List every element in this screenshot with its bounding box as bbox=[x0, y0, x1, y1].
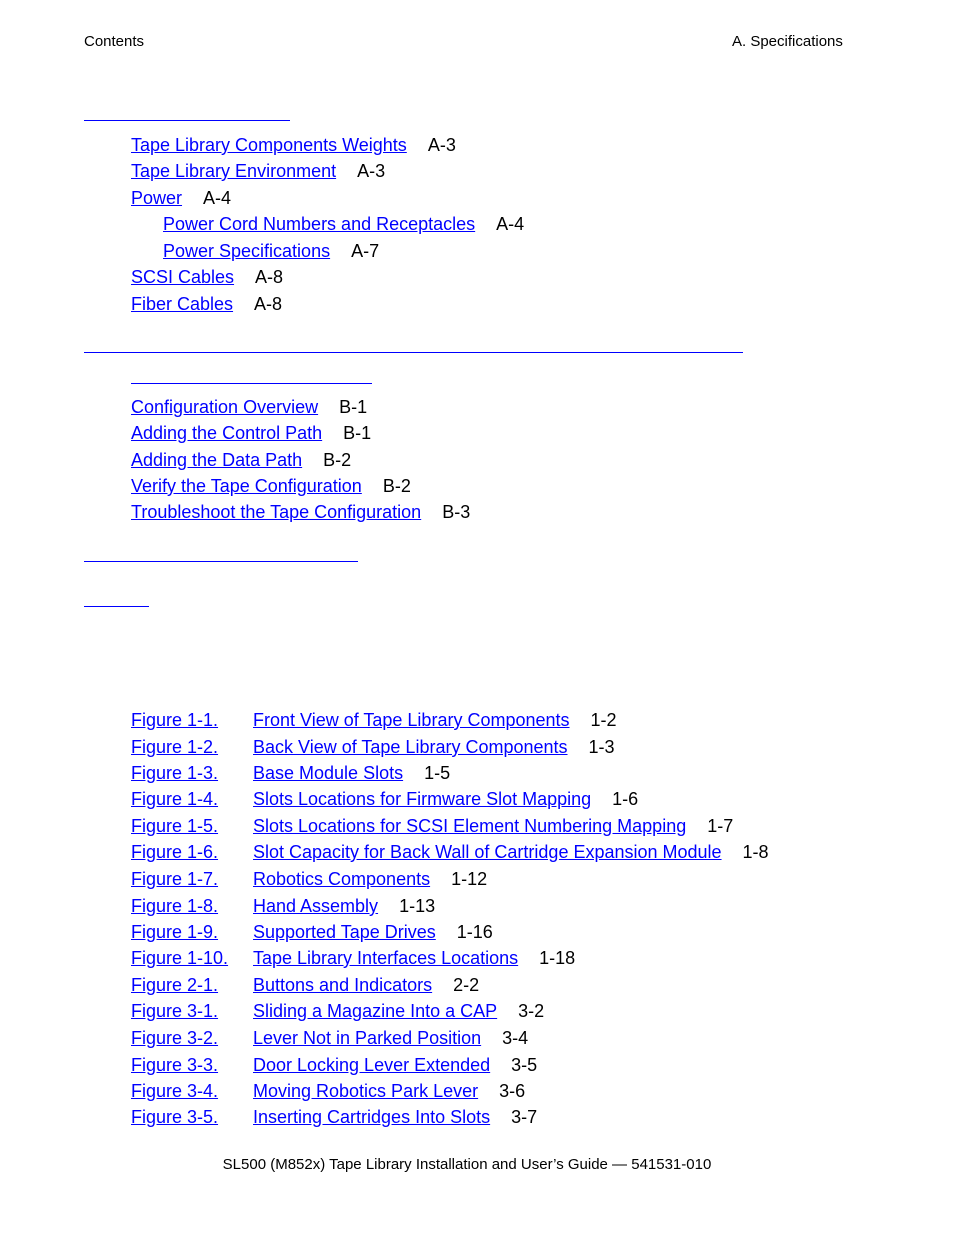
toc-entry-page: B-2 bbox=[323, 450, 352, 470]
toc-entry bbox=[131, 449, 351, 471]
toc-entry-page: A-7 bbox=[351, 241, 380, 261]
figure-page: 3-2 bbox=[518, 1001, 545, 1021]
figure-title-link[interactable]: Inserting Cartridges Into Slots bbox=[253, 1107, 491, 1127]
page-footer: SL500 (M852x) Tape Library Installation and User’s Guide — 541531-010 bbox=[222, 1156, 712, 1173]
figure-title bbox=[253, 947, 575, 969]
figure-number-link[interactable]: Figure 2-1. bbox=[131, 975, 219, 995]
toc-entry bbox=[131, 266, 283, 288]
toc-entry-page: A-4 bbox=[203, 188, 232, 208]
figure-title bbox=[253, 815, 733, 837]
toc-entry bbox=[131, 501, 470, 523]
figure-number-link[interactable]: Figure 3-3. bbox=[131, 1055, 219, 1075]
toc-entry-link[interactable]: Tape Library Components Weights bbox=[131, 135, 407, 155]
toc-entry-link[interactable]: Verify the Tape Configuration bbox=[131, 476, 362, 496]
figure-page: 3-4 bbox=[502, 1028, 529, 1048]
figure-page: 2-2 bbox=[453, 975, 480, 995]
figure-number-link[interactable]: Figure 3-5. bbox=[131, 1107, 219, 1127]
toc-entry-page: B-2 bbox=[382, 476, 411, 496]
figure-number-link[interactable]: Figure 1-8. bbox=[131, 896, 219, 916]
figure-title bbox=[253, 974, 479, 996]
toc-entry bbox=[131, 187, 231, 209]
toc-entry bbox=[163, 213, 524, 235]
figure-page: 1-13 bbox=[399, 896, 436, 916]
figure-number-link[interactable]: Figure 1-5. bbox=[131, 816, 219, 836]
running-header-left: Contents bbox=[84, 33, 145, 50]
toc-entry bbox=[131, 475, 411, 497]
figure-number-link[interactable]: Figure 3-2. bbox=[131, 1028, 219, 1048]
figure-title-link[interactable]: Lever Not in Parked Position bbox=[253, 1028, 482, 1048]
figure-title-link[interactable]: Robotics Components bbox=[253, 869, 431, 889]
figure-title-link[interactable]: Tape Library Interfaces Locations bbox=[253, 948, 519, 968]
figure-page: 1-7 bbox=[707, 816, 734, 836]
toc-entry-page: A-8 bbox=[255, 267, 284, 287]
figure-title-link[interactable]: Moving Robotics Park Lever bbox=[253, 1081, 479, 1101]
figure-page: 3-7 bbox=[511, 1107, 538, 1127]
toc-entry-page: A-3 bbox=[427, 135, 456, 155]
toc-entry-link[interactable]: Adding the Control Path bbox=[131, 423, 323, 443]
figure-page: 1-2 bbox=[590, 710, 617, 730]
toc-entry-page: B-1 bbox=[343, 423, 372, 443]
toc-entry-page: A-4 bbox=[496, 214, 525, 234]
figure-title-link[interactable]: Buttons and Indicators bbox=[253, 975, 433, 995]
toc-entry bbox=[131, 134, 456, 156]
toc-link-rule[interactable] bbox=[84, 606, 149, 607]
figure-page: 1-12 bbox=[451, 869, 488, 889]
toc-entry-link[interactable]: Troubleshoot the Tape Configuration bbox=[131, 502, 422, 522]
toc-entry-link[interactable]: Tape Library Environment bbox=[131, 161, 337, 181]
toc-entry bbox=[131, 396, 367, 418]
figure-title bbox=[253, 788, 638, 810]
figure-title bbox=[253, 841, 769, 863]
figure-title-link[interactable]: Door Locking Lever Extended bbox=[253, 1055, 491, 1075]
figure-title-link[interactable]: Slots Locations for SCSI Element Numbering Mapping bbox=[253, 816, 687, 836]
toc-entry bbox=[131, 422, 371, 444]
figure-title bbox=[253, 895, 435, 917]
figure-number-link[interactable]: Figure 1-6. bbox=[131, 842, 219, 862]
figure-number-link[interactable]: Figure 1-2. bbox=[131, 737, 219, 757]
figure-title bbox=[253, 1080, 525, 1102]
figure-title-link[interactable]: Base Module Slots bbox=[253, 763, 404, 783]
figure-number-link[interactable]: Figure 1-7. bbox=[131, 869, 219, 889]
toc-entry-link[interactable]: Fiber Cables bbox=[131, 294, 234, 314]
figure-title-link[interactable]: Supported Tape Drives bbox=[253, 922, 436, 942]
figure-title bbox=[253, 1027, 528, 1049]
toc-link-rule[interactable] bbox=[84, 352, 743, 353]
toc-link-rule[interactable] bbox=[131, 383, 372, 384]
figure-page: 3-5 bbox=[511, 1055, 538, 1075]
toc-link-rule[interactable] bbox=[84, 120, 290, 121]
toc-entry-page: A-8 bbox=[254, 294, 283, 314]
toc-entry bbox=[131, 293, 282, 315]
toc-entry-link[interactable]: Power Cord Numbers and Receptacles bbox=[163, 214, 476, 234]
toc-entry-link[interactable]: Configuration Overview bbox=[131, 397, 319, 417]
figure-title bbox=[253, 1054, 537, 1076]
figure-page: 1-6 bbox=[612, 789, 639, 809]
toc-entry bbox=[163, 240, 379, 262]
running-header-right: A. Specifications bbox=[732, 33, 843, 50]
figure-number-link[interactable]: Figure 1-9. bbox=[131, 922, 219, 942]
figure-title-link[interactable]: Hand Assembly bbox=[253, 896, 379, 916]
figure-title bbox=[253, 1000, 544, 1022]
figure-number-link[interactable]: Figure 1-10. bbox=[131, 948, 229, 968]
figure-page: 1-3 bbox=[588, 737, 615, 757]
figure-page: 1-8 bbox=[742, 842, 769, 862]
figure-page: 1-18 bbox=[539, 948, 576, 968]
figure-title bbox=[253, 762, 450, 784]
figure-title-link[interactable]: Sliding a Magazine Into a CAP bbox=[253, 1001, 498, 1021]
figure-title-link[interactable]: Slot Capacity for Back Wall of Cartridge Expansion Module bbox=[253, 842, 722, 862]
figure-number-link[interactable]: Figure 3-4. bbox=[131, 1081, 219, 1101]
figure-title-link[interactable]: Slots Locations for Firmware Slot Mapping bbox=[253, 789, 592, 809]
figure-title bbox=[253, 709, 617, 731]
toc-entry bbox=[131, 160, 385, 182]
figure-title bbox=[253, 868, 487, 890]
figure-page: 1-5 bbox=[424, 763, 451, 783]
toc-entry-link[interactable]: Power bbox=[131, 188, 183, 208]
toc-entry-link[interactable]: SCSI Cables bbox=[131, 267, 235, 287]
figure-page: 3-6 bbox=[499, 1081, 526, 1101]
toc-link-rule[interactable] bbox=[84, 561, 358, 562]
figure-title bbox=[253, 1106, 537, 1128]
toc-entry-page: B-3 bbox=[442, 502, 471, 522]
figure-title-link[interactable]: Front View of Tape Library Components bbox=[253, 710, 570, 730]
toc-entry-page: B-1 bbox=[339, 397, 368, 417]
toc-entry-link[interactable]: Power Specifications bbox=[163, 241, 331, 261]
figure-title bbox=[253, 736, 615, 758]
figure-title-link[interactable]: Back View of Tape Library Components bbox=[253, 737, 568, 757]
figure-title bbox=[253, 921, 493, 943]
figure-page: 1-16 bbox=[456, 922, 493, 942]
figure-number-link[interactable]: Figure 1-3. bbox=[131, 763, 219, 783]
figure-number-link[interactable]: Figure 3-1. bbox=[131, 1001, 219, 1021]
toc-entry-page: A-3 bbox=[357, 161, 386, 181]
figure-number-link[interactable]: Figure 1-4. bbox=[131, 789, 219, 809]
toc-entry-link[interactable]: Adding the Data Path bbox=[131, 450, 303, 470]
figure-number-link[interactable]: Figure 1-1. bbox=[131, 710, 219, 730]
